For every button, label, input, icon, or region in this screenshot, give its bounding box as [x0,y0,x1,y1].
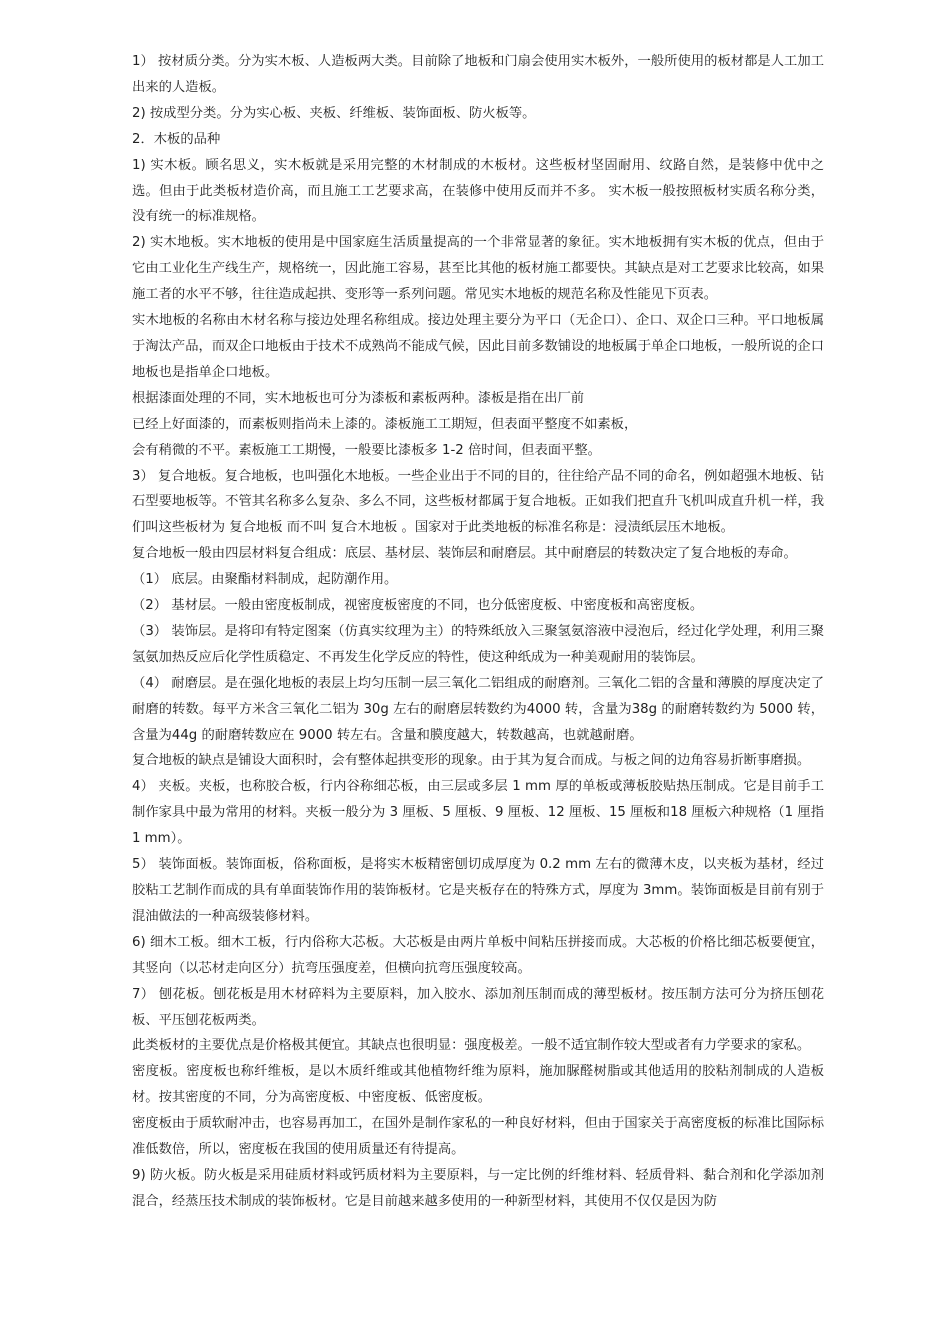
paragraph-plywood: 4） 夹板。夹板，也称胶合板，行内谷称细芯板，由三层或多层 1 mm 厚的单板或薄板胶贴热压制成。它是目前手工制作家具中最为常用的材料。夹板一般分为 3 厘板、5 厘板、9 厘板、12 厘板、15 厘板和18 厘板六种规格（1 厘指 1 mm）。 [132,779,824,847]
paragraph-floor-naming: 实木地板的名称由木材名称与接边处理名称组成。接边处理主要分为平口（无企口）、企口、双企口三种。平口地板属于淘汰产品，而双企口地板由于技术不成熟尚不能成气候，因此目前多数铺设的地板属于单企口地板，一般所说的企口地板也是指单企口地板。 [132,313,824,380]
list-item-bottom-layer: （1） 底层。由聚酯材料制成，起防潮作用。 [132,572,398,588]
paragraph-particleboard-pros-cons: 此类板材的主要优点是价格极其便宜。其缺点也很明显：强度极差。一般不适宜制作较大型或者有力学要求的家私。 [132,1038,811,1054]
paragraph-particleboard: 7） 刨花板。刨花板是用木材碎料为主要原料，加入胶水、添加剂压制而成的薄型板材。按压制方法可分为挤压刨花板、平压刨花板两类。 [132,986,824,1028]
paragraph-density-board: 密度板。密度板也称纤维板，是以木质纤维或其他植物纤维为原料，施加脲醛树脂或其他适用的胶粘剂制成的人造板材。按其密度的不同，分为高密度板、中密度板、低密度板。 [132,1064,824,1106]
paragraph-composite-layers: 复合地板一般由四层材料复合组成：底层、基材层、装饰层和耐磨层。其中耐磨层的转数决定了复合地板的寿命。 [132,546,797,562]
paragraph-classification-shape: 2) 按成型分类。分为实心板、夹板、纤维板、装饰面板、防火板等。 [132,105,536,121]
list-item-base-layer: （2） 基材层。一般由密度板制成，视密度板密度的不同，也分低密度板、中密度板和高密度板。 [132,598,704,614]
paragraph-density-board-quality: 密度板由于质软耐冲击，也容易再加工，在国外是制作家私的一种良好材料，但由于国家关于高密度板的标准比国际标准低数倍，所以，密度板在我国的使用质量还有待提高。 [132,1116,824,1158]
paragraph-solid-wood-floor: 2) 实木地板。实木地板的使用是中国家庭生活质量提高的一个非常显著的象征。实木地板拥有实木板的优点，但由于它由工业化生产线生产，规格统一，因此施工容易，甚至比其他的板材施工都要快。其缺点是对工艺要求比较高，如果施工者的水平不够，往往造成起拱、变形等一系列问题。常见实木地板的规范名称及性能见下页表。 [132,235,824,303]
paragraph-classification-material: 1） 按材质分类。分为实木板、人造板两大类。目前除了地板和门扇会使用实木板外，一般所使用的板材都是人工加工出来的人造板。 [132,54,824,95]
paragraph-paint-finish-1: 根据漆面处理的不同，实木地板也可分为漆板和素板两种。漆板是指在出厂前 [132,390,585,406]
paragraph-solid-wood-board: 1) 实木板。顾名思义，实木板就是采用完整的木材制成的木板材。这些板材坚固耐用、纹路自然，是装修中优中之选。但由于此类板材造价高，而且施工工艺要求高，在装修中使用反而并不多。 实木板一般按照板材实质名称分类，没有统一的标准规格。 [132,157,824,225]
paragraph-paint-finish-2: 已经上好面漆的，而素板则指尚未上漆的。漆板施工工期短，但表面平整度不如素板， [132,416,638,432]
list-item-decor-layer: （3） 装饰层。是将印有特定图案（仿真实纹理为主）的特殊纸放入三聚氢氨溶液中浸泡后，经过化学处理，利用三聚氢氨加热反应后化学性质稳定、不再发生化学反应的特性，使这种纸成为一种美观耐用的装饰层。 [132,623,824,665]
paragraph-composite-drawbacks: 复合地板的缺点是铺设大面积时，会有整体起拱变形的现象。由于其为复合而成。与板之间的边角容易折断事磨损。 [132,753,811,769]
list-item-wear-layer: （4） 耐磨层。是在强化地板的表层上均匀压制一层三氧化二铝组成的耐磨剂。三氧化二铝的含量和薄膜的厚度决定了耐磨的转数。每平方米含三氧化二铝为 30g 左右的耐磨层转数约为4000 转，含量为38g 的耐磨转数约为 5000 转，含量为44g 的耐磨转数应在 9000 转左右。含量和膜度越大，转数越高，也就越耐磨。 [132,675,824,743]
paragraph-veneer-panel: 5） 装饰面板。装饰面板，俗称面板，是将实木板精密刨切成厚度为 0.2 mm 左右的微薄木皮，以夹板为基材，经过胶粘工艺制作而成的具有单面装饰作用的装饰板材。它是夹板存在的特殊方式，厚度为 3mm。装饰面板是目前有别于混油做法的一种高级装修材料。 [132,857,824,924]
section-heading-board-types: 2．木板的品种 [132,131,221,147]
paragraph-composite-floor: 3） 复合地板。复合地板，也叫强化木地板。一些企业出于不同的目的，往往给产品不同的命名，例如超强木地板、钻石型要地板等。不管其名称多么复杂、多么不同，这些板材都属于复合地板。正如我们把直升飞机叫成直升机一样，我们叫这些板材为 复合地板 而不叫 复合木地板 。国家对于此类地板的标准名称是：浸渍纸层压木地板。 [132,468,824,536]
document-body [132,49,824,1215]
paragraph-paint-finish-3: 会有稍微的不平。素板施工工期慢，一般要比漆板多 1-2 倍时间，但表面平整。 [132,442,601,458]
paragraph-blockboard: 6) 细木工板。细木工板，行内俗称大芯板。大芯板是由两片单板中间粘压拼接而成。大芯板的价格比细芯板要便宜，其竖向（以芯材走向区分）抗弯压强度差，但横向抗弯压强度较高。 [132,934,824,976]
paragraph-fireproof-board: 9) 防火板。防火板是采用硅质材料或钙质材料为主要原料，与一定比例的纤维材料、轻质骨料、黏合剂和化学添加剂混合，经蒸压技术制成的装饰板材。它是目前越来越多使用的一种新型材料，其使用不仅仅是因为防 [132,1167,824,1209]
